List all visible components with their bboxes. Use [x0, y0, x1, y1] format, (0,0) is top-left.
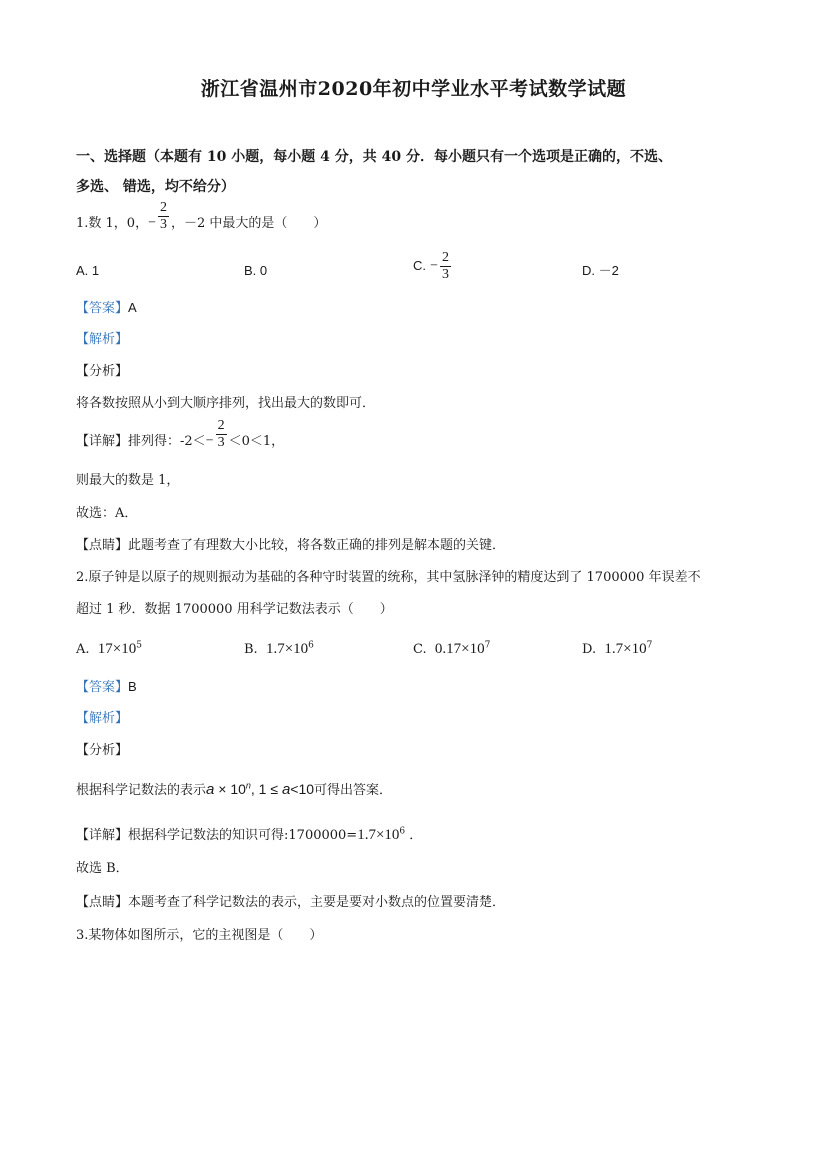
- q1-option-c-label: C.: [413, 258, 426, 273]
- q2-option-a-exp: 5: [136, 640, 142, 651]
- q1-detail-prefix: 排列得：-2＜: [128, 434, 206, 449]
- q1-option-b: B. 0: [244, 263, 268, 278]
- q2-option-a-base: 17×10: [97, 641, 137, 657]
- q1-detail-suffix: ＜0＜1，: [228, 434, 285, 449]
- q2-option-d-exp: 7: [646, 640, 653, 651]
- q2-option-b-exp: 6: [308, 640, 314, 651]
- q2-answer: [76, 678, 137, 696]
- answer-label: 【答案】: [76, 679, 129, 694]
- q2-option-b-label: B.: [244, 642, 258, 657]
- q2-option-c-label: C.: [413, 642, 427, 657]
- q1-stem-fraction: [158, 200, 169, 233]
- detail-label: 【详解】: [76, 434, 129, 449]
- q2-option-a-label: A.: [76, 642, 90, 657]
- q1-option-d: D. －2: [582, 263, 619, 278]
- q2-option-d-label: D.: [582, 642, 597, 657]
- q1-stem-prefix: 1.数 1，0，: [76, 216, 149, 231]
- q2-stem-line2: 超过 1 秒．数据 1700000 用科学记数法表示（ ）: [76, 602, 393, 617]
- q1-detail-fraction: [216, 418, 227, 451]
- q1-stem-suffix: ，－2 中最大的是（ ）: [170, 216, 327, 231]
- q1-fenxi-label: 【分析】: [76, 364, 129, 379]
- q2-option-c-exp: 7: [484, 640, 491, 651]
- q1-choose: 故选：A．: [76, 506, 138, 521]
- section-header-line2: 多选、 错选，均不给分）: [76, 179, 235, 195]
- q2-option-c-base: 0.17×10: [434, 641, 485, 657]
- q2-stem-line1: 2.原子钟是以原子的规则振动为基础的各种守时装置的统称，其中氢脉泽钟的精度达到了 1700000 年误差不: [76, 570, 701, 585]
- fraction-numerator: 2: [442, 250, 450, 265]
- q2-analysis: [76, 780, 392, 800]
- q1-option-c-neg: −: [430, 258, 439, 274]
- q2-analysis-n: n: [245, 780, 251, 791]
- q2-analysis-prefix: 根据科学记数法的表示: [76, 783, 207, 798]
- q1-detail: [76, 418, 285, 451]
- q1-analysis: 将各数按照从小到大顺序排列，找出最大的数即可．: [76, 396, 376, 411]
- q1-jiexi-label: 【解析】: [76, 332, 129, 347]
- q2-analysis-cond: , 1 ≤: [250, 781, 282, 797]
- q2-fenxi-label: 【分析】: [76, 743, 129, 758]
- q1-comment-text: 此题考查了有理数大小比较，将各数正确的排列是解本题的关键．: [128, 538, 506, 553]
- q1-option-c-fraction: [440, 250, 451, 283]
- fraction-denominator: 3: [442, 267, 450, 282]
- q2-analysis-lt: <10: [290, 781, 315, 797]
- q2-detail: [76, 826, 422, 845]
- q3-stem: 3.某物体如图所示，它的主视图是（ ）: [76, 928, 323, 943]
- comment-label: 【点睛】: [76, 538, 129, 553]
- answer-value: B: [128, 679, 137, 694]
- q1-comment: [76, 537, 505, 555]
- q2-jiexi-label: 【解析】: [76, 711, 129, 726]
- q2-option-d-base: 1.7×10: [604, 641, 647, 657]
- q2-option-b-base: 1.7×10: [265, 641, 309, 657]
- q2-option-a: [76, 640, 142, 659]
- comment-label: 【点睛】: [76, 895, 129, 910]
- q2-choose: 故选 B．: [76, 861, 129, 876]
- fraction-denominator: 3: [217, 435, 225, 450]
- q1-max-line: 则最大的数是 1，: [76, 473, 180, 488]
- q1-option-a: A. 1: [76, 263, 100, 278]
- q2-analysis-a: a: [206, 781, 215, 798]
- q2-analysis-times: × 10: [214, 781, 246, 797]
- q2-option-d: [582, 640, 652, 659]
- q1-answer: [76, 299, 137, 317]
- q1-stem-neg: −: [148, 215, 156, 231]
- q2-option-c: [413, 640, 490, 659]
- q1-detail-neg: −: [205, 433, 214, 449]
- fraction-numerator: 2: [217, 418, 225, 433]
- q2-detail-base: 1.7×10: [357, 827, 400, 843]
- answer-label: 【答案】: [76, 300, 129, 315]
- q2-comment: [76, 894, 505, 912]
- q2-option-b: [244, 640, 314, 659]
- section-header-line1: 一、选择题（本题有 10 小题，每小题 4 分，共 40 分．每小题只有一个选项是正确的，不选、: [76, 149, 672, 165]
- q2-detail-prefix: 根据科学记数法的知识可得:1700000=: [128, 828, 358, 843]
- q2-detail-exp: 6: [399, 826, 406, 837]
- q1-option-c: [413, 250, 453, 283]
- detail-label: 【详解】: [76, 828, 129, 843]
- answer-value: A: [128, 300, 137, 315]
- q2-comment-text: 本题考查了科学记数法的表示，主要是要对小数点的位置要清楚．: [128, 895, 506, 910]
- fraction-numerator: 2: [159, 200, 167, 215]
- q2-detail-suffix: ．: [409, 828, 423, 843]
- fraction-denominator: 3: [159, 217, 167, 232]
- q2-analysis-suffix: 可得出答案．: [314, 783, 393, 798]
- q2-analysis-a2: a: [281, 781, 291, 798]
- page-title: 浙江省温州市2020年初中学业水平考试数学试题: [200, 78, 627, 100]
- q1-stem: [76, 200, 327, 233]
